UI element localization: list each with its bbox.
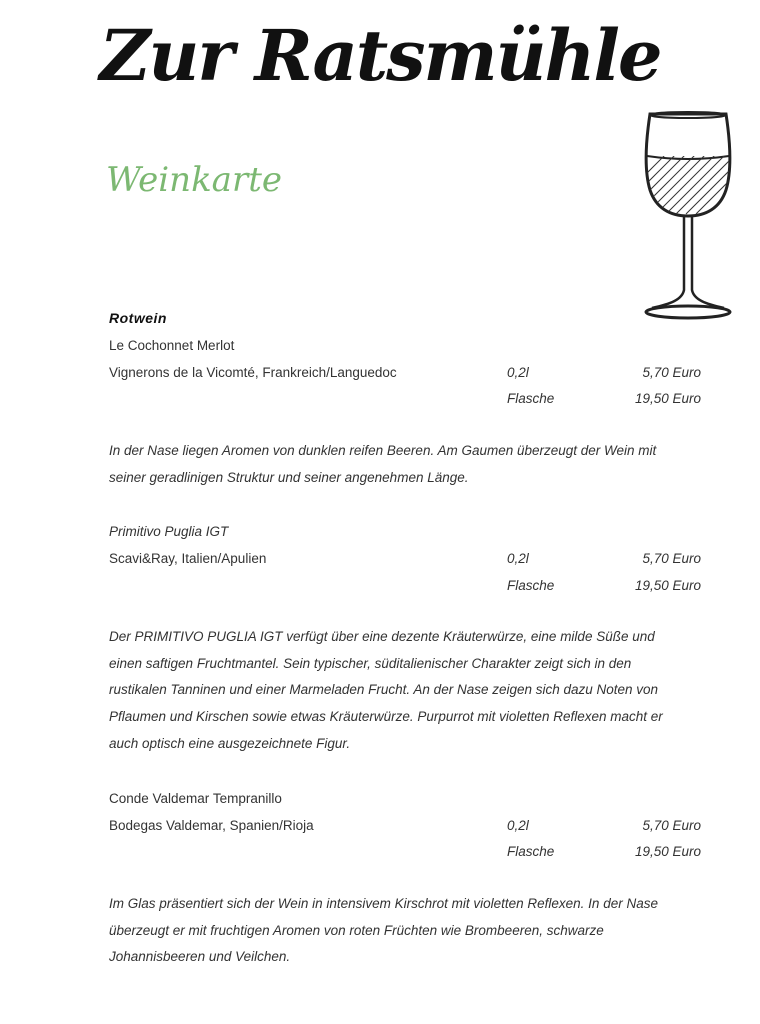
description-line: überzeugt er mit fruchtigen Aromen von roten Früchten wie Brombeeren, schwarze <box>109 922 604 938</box>
wine-price-bottle: 19,50 Euro <box>634 578 701 593</box>
menu-subtitle: Weinkarte <box>106 160 282 200</box>
description-line: rustikalen Tanninen und einer Marmeladen Frucht. An der Nase zeigen sich dazu Noten von <box>109 682 659 698</box>
section-title-rotwein: Rotwein <box>109 310 167 326</box>
wine-glass-icon <box>640 110 736 322</box>
description-line: seiner geradlinigen Struktur und seiner angenehmen Länge. <box>109 469 469 485</box>
description-line: Im Glas präsentiert sich der Wein in intensivem Kirschrot mit violetten Reflexen. In der Nase <box>109 896 658 911</box>
wine-size-glass: 0,2l <box>507 551 529 566</box>
wine-size-glass: 0,2l <box>507 365 529 380</box>
wine-price-bottle: 19,50 Euro <box>634 844 701 859</box>
wine-description <box>109 891 689 971</box>
wine-size-glass: 0,2l <box>507 818 529 833</box>
wine-size-bottle: Flasche <box>507 844 555 859</box>
wine-price-bottle: 19,50 Euro <box>634 391 701 406</box>
wine-price-glass: 5,70 Euro <box>642 551 701 566</box>
description-line: einen saftigen Fruchtmantel. Sein typischer, süditalienischer Charakter zeigt sich in den <box>109 655 632 671</box>
wine-name: Le Cochonnet Merlot <box>109 338 235 353</box>
wine-price-glass: 5,70 Euro <box>642 365 701 380</box>
wine-description <box>109 438 689 491</box>
wine-price-glass: 5,70 Euro <box>642 818 701 833</box>
wine-origin: Vignerons de la Vicomté, Frankreich/Languedoc <box>109 365 397 380</box>
description-line: Der PRIMITIVO PUGLIA IGT verfügt über eine dezente Kräuterwürze, eine milde Süße und <box>109 629 655 644</box>
wine-origin: Bodegas Valdemar, Spanien/Rioja <box>109 818 314 833</box>
wine-name: Conde Valdemar Tempranillo <box>109 791 282 806</box>
wine-size-bottle: Flasche <box>507 578 555 593</box>
wine-origin: Scavi&Ray, Italien/Apulien <box>109 551 267 566</box>
wine-size-bottle: Flasche <box>507 391 555 406</box>
description-line: Johannisbeeren und Veilchen. <box>109 949 291 965</box>
page-title: Zur Ratsmühle <box>99 14 661 97</box>
description-line: auch optisch eine ausgezeichnete Figur. <box>109 735 351 751</box>
description-line: Pflaumen und Kirschen sowie etwas Kräuterwürze. Purpurrot mit violetten Reflexen macht er <box>109 709 663 725</box>
description-line: In der Nase liegen Aromen von dunklen reifen Beeren. Am Gaumen überzeugt der Wein mit <box>109 443 657 458</box>
wine-description <box>109 624 689 758</box>
wine-name: Primitivo Puglia IGT <box>109 524 229 539</box>
